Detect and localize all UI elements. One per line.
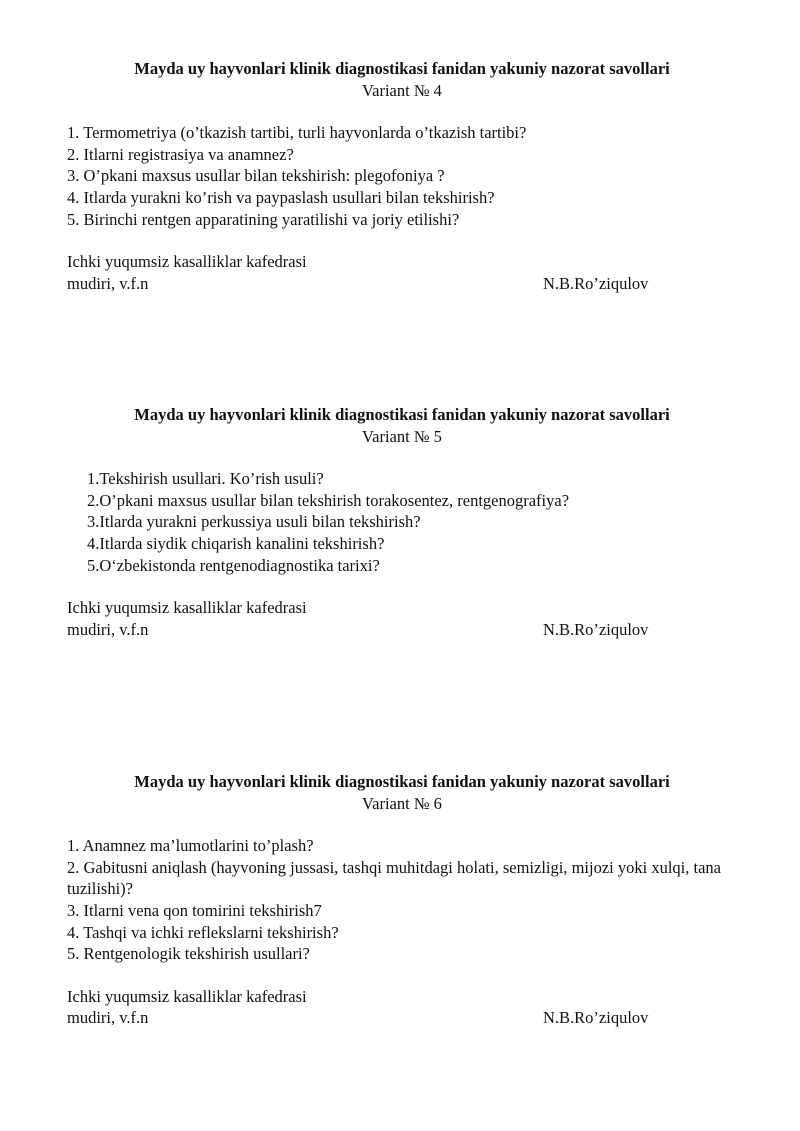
signatory-name: N.B.Ro’ziqulov [543, 1008, 649, 1028]
position-title: mudiri, v.f.n [67, 273, 149, 293]
question-item: 2. Gabitusni aniqlash (hayvoning jussasi, tashqi muhitdagi holati, semizligi, mijozi yoki xulqi, tana tuzilishi)? [67, 857, 721, 899]
variant-label: Variant № 5 [362, 426, 442, 446]
question-item: 2. Itlarni registrasiya va anamnez? [67, 144, 294, 164]
signatory-name: N.B.Ro’ziqulov [543, 619, 649, 639]
question-item: 1. Anamnez ma’lumotlarini to’plash? [67, 836, 314, 856]
variant-5-section [67, 404, 737, 640]
position-title: mudiri, v.f.n [67, 1008, 149, 1028]
department-name: Ichki yuqumsiz kasalliklar kafedrasi [67, 986, 307, 1006]
signature-block [67, 986, 737, 1029]
question-item: 5.O‘zbekistonda rentgenodiagnostika tarixi? [87, 555, 380, 575]
department-name: Ichki yuqumsiz kasalliklar kafedrasi [67, 598, 307, 618]
variant-4-section [67, 58, 737, 294]
variant-6-section [67, 771, 737, 1029]
signature-block [67, 251, 737, 294]
question-item: 1. Termometriya (o’tkazish tartibi, turli hayvonlarda o’tkazish tartibi? [67, 123, 527, 143]
question-item: 5. Birinchi rentgen apparatining yaratilishi va joriy etilishi? [67, 209, 460, 229]
position-title: mudiri, v.f.n [67, 619, 149, 639]
section-title: Mayda uy hayvonlari klinik diagnostikasi fanidan yakuniy nazorat savollari [134, 405, 670, 424]
question-item: 4. Itlarda yurakni ko’rish va paypaslash usullari bilan tekshirish? [67, 187, 495, 207]
question-list [67, 122, 737, 230]
question-item: 3.Itlarda yurakni perkussiya usuli bilan tekshirish? [87, 512, 421, 532]
section-title: Mayda uy hayvonlari klinik diagnostikasi fanidan yakuniy nazorat savollari [134, 772, 670, 791]
variant-label: Variant № 6 [362, 793, 442, 813]
question-item: 4. Tashqi va ichki reflekslarni tekshirish? [67, 922, 339, 942]
question-item: 3. Itlarni vena qon tomirini tekshirish7 [67, 900, 322, 920]
signature-block [67, 597, 737, 640]
department-name: Ichki yuqumsiz kasalliklar kafedrasi [67, 252, 307, 272]
signatory-name: N.B.Ro’ziqulov [543, 273, 649, 293]
question-list [67, 468, 737, 576]
question-item: 1.Tekshirish usullari. Ko’rish usuli? [87, 469, 324, 489]
question-list [67, 835, 737, 965]
question-item: 4.Itlarda siydik chiqarish kanalini tekshirish? [87, 533, 385, 553]
question-item: 3. O’pkani maxsus usullar bilan tekshirish: plegofoniya ? [67, 166, 445, 186]
section-title: Mayda uy hayvonlari klinik diagnostikasi fanidan yakuniy nazorat savollari [134, 59, 670, 78]
variant-label: Variant № 4 [362, 80, 442, 100]
question-item: 5. Rentgenologik tekshirish usullari? [67, 944, 310, 964]
question-item: 2.O’pkani maxsus usullar bilan tekshirish torakosentez, rentgenografiya? [87, 490, 570, 510]
